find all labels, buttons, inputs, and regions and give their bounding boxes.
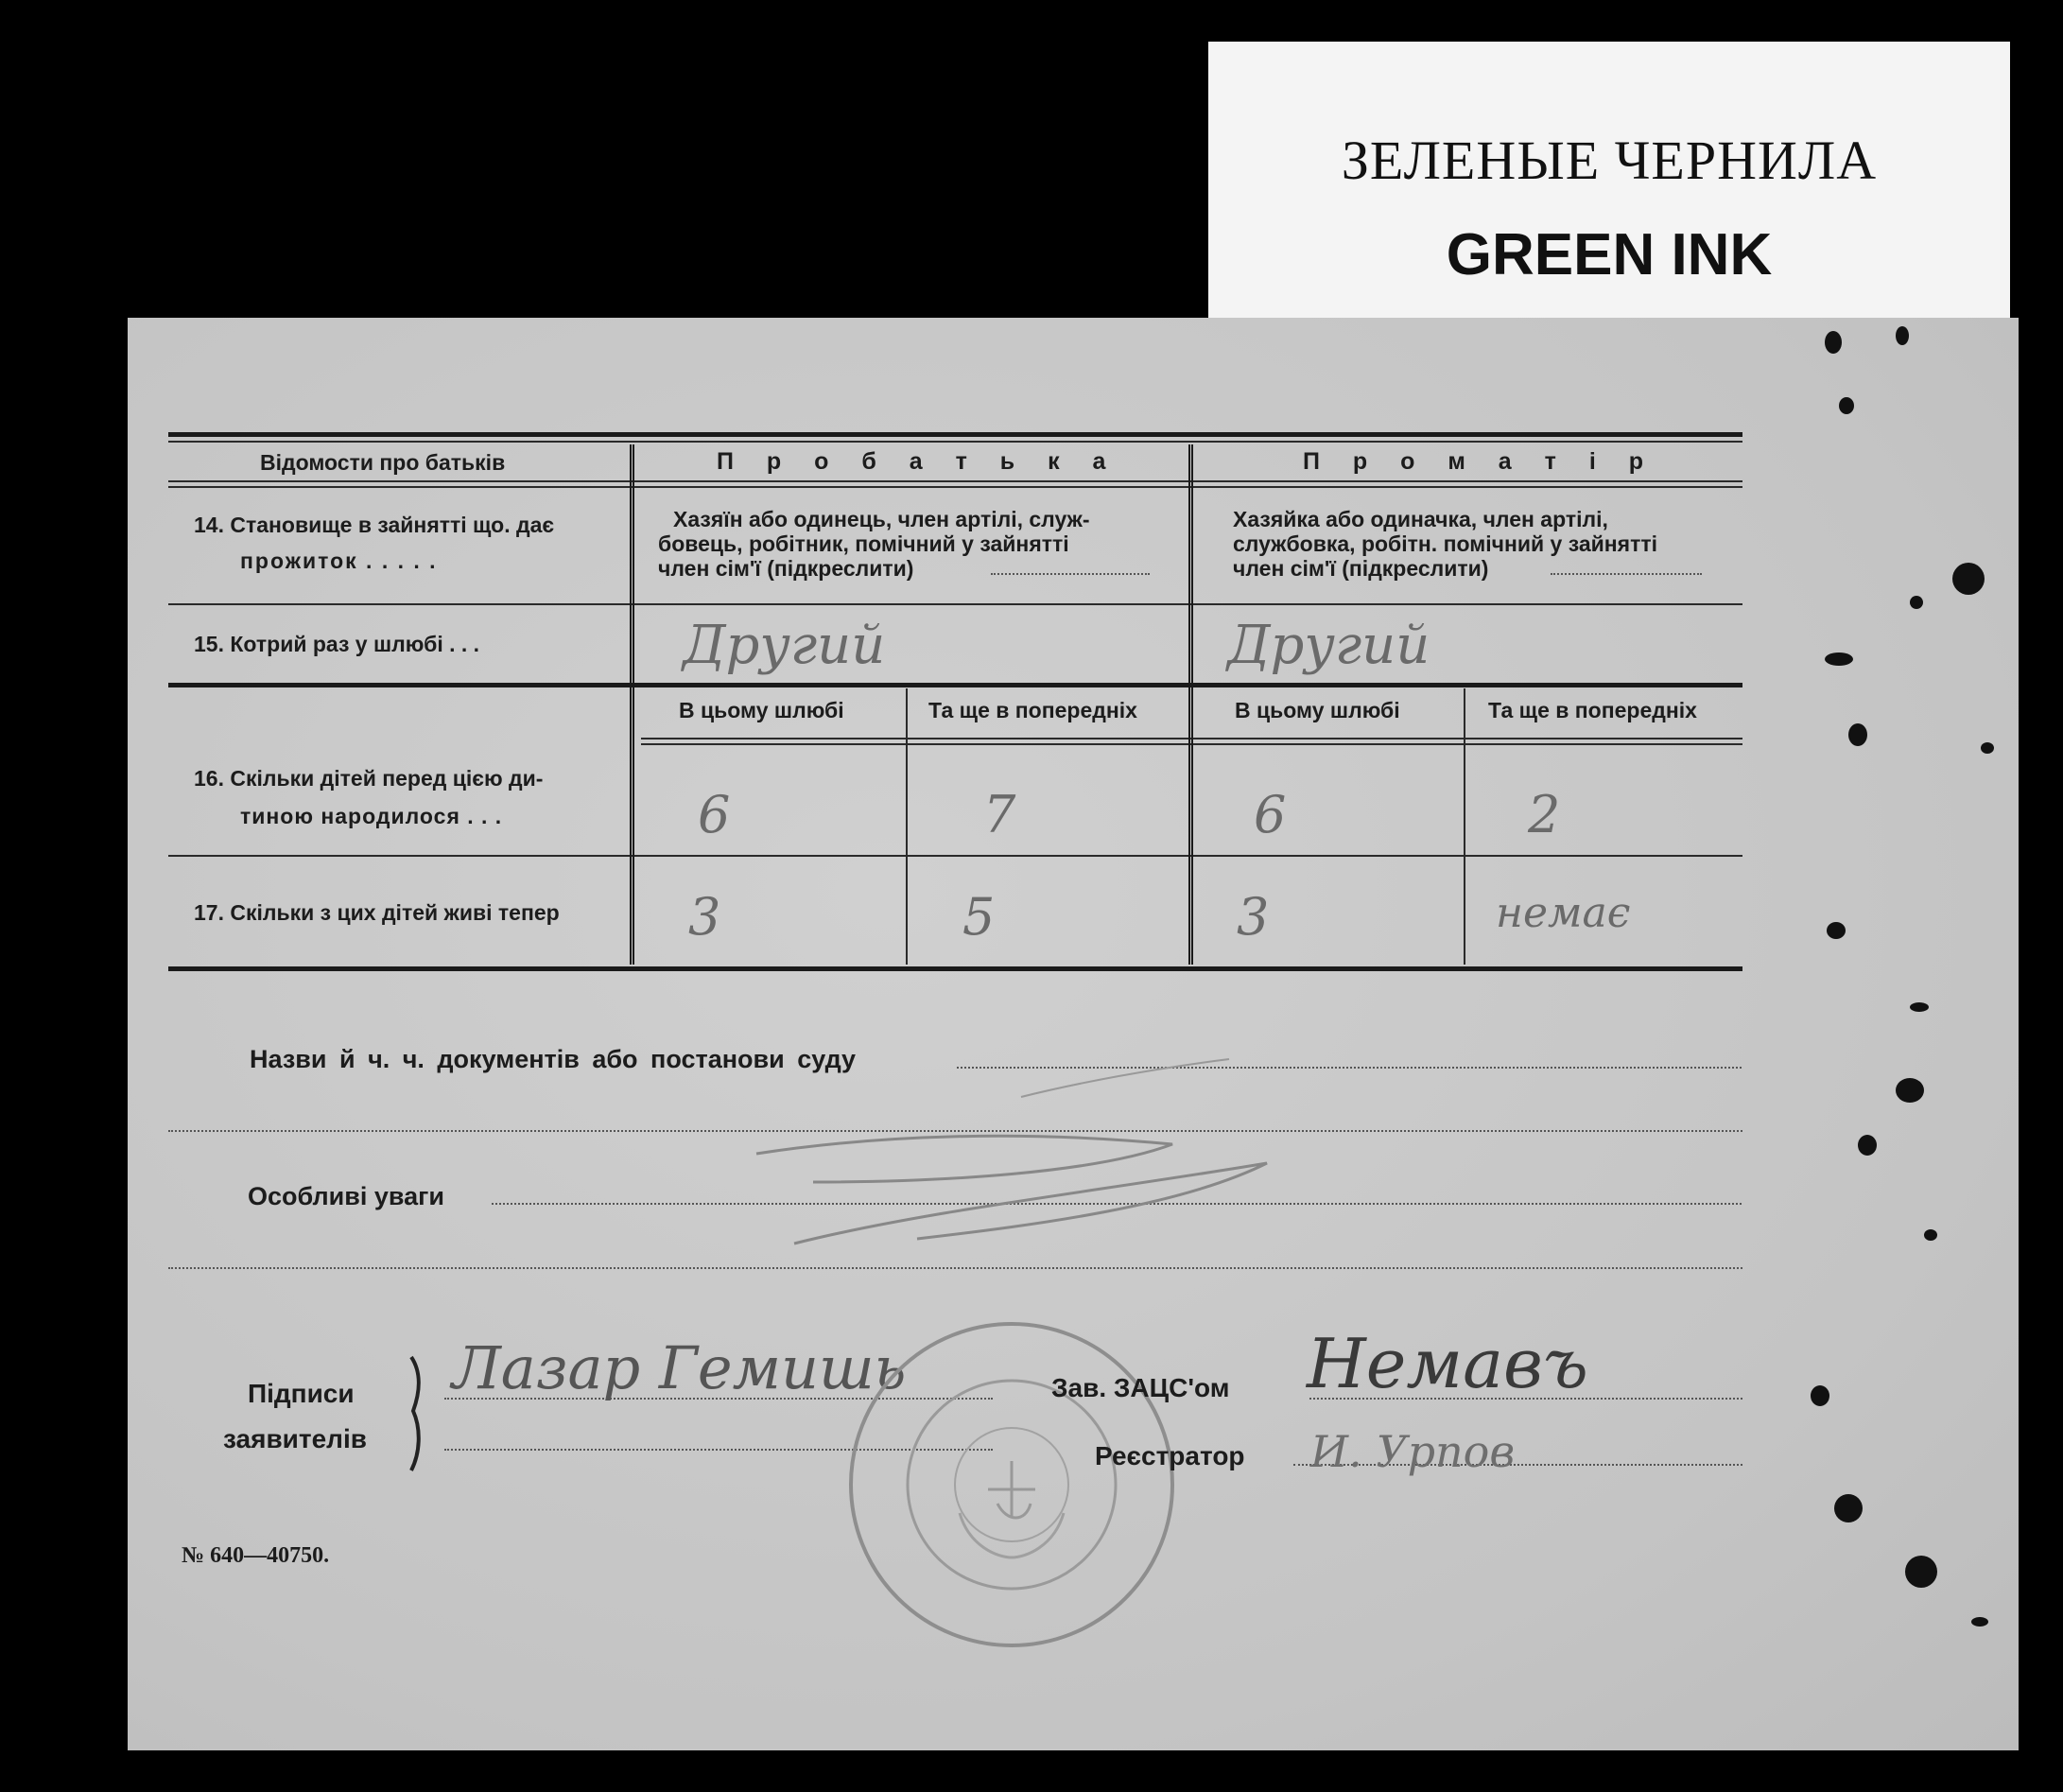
registrar-signature: И. Урпов [1310,1426,1516,1477]
head-signature: Немавъ [1307,1324,1588,1403]
row14-mother-line3: член сім'ї (підкреслити) [1233,556,1489,581]
row17-mother-current: 3 [1237,887,1270,947]
row16-label-line2: тиною народилося . . . [240,804,503,828]
applicants-label-line1: Підписи [248,1379,355,1408]
row17-label: 17. Скільки з цих дітей живі тепер [194,900,560,925]
subheader-mother-previous: Та ще в попередніх [1488,698,1697,722]
notes-label: Особливі уваги [248,1182,444,1210]
row17-father-current: 3 [688,887,721,947]
row14-father-line3: член сім'ї (підкреслити) [658,556,914,581]
applicant-signature: Лазар Гемишь [452,1333,907,1402]
row17-mother-previous: немає [1496,889,1631,937]
subheader-father-current: В цьому шлюбі [679,698,844,722]
cancel-strokes [737,1040,1324,1267]
row14-label-line2: прожиток . . . . . [240,548,438,573]
row16-father-current: 6 [698,785,731,844]
applicants-label-line2: заявителів [223,1424,367,1453]
form-number: № 640—40750. [182,1543,330,1568]
row15-label: 15. Котрий раз у шлюбі . . . [194,632,480,656]
row16-label-line1: 16. Скільки дітей перед цією ди- [194,766,544,791]
header-parents-info: Відомости про батьків [260,450,506,475]
ink-label-card [1208,42,2010,325]
subheader-mother-current: В цьому шлюбі [1235,698,1400,722]
head-label: Зав. ЗАЦС'ом [1051,1373,1230,1402]
row17-father-previous: 5 [962,887,996,947]
header-father: П р о б а т ь к а [717,448,1119,475]
applicants-brace [402,1352,430,1475]
row16-mother-current: 6 [1254,785,1287,844]
row14-mother-line1: Хазяйка або одиначка, член артілі, [1233,507,1608,531]
registrar-label: Реєстратор [1095,1441,1245,1470]
documents-label: Назви й ч. ч. документів або постанови суду [250,1045,857,1073]
ink-label-english: GREEN INK [1446,222,1773,287]
header-mother: П р о м а т і р [1303,448,1656,475]
row16-father-previous: 7 [983,785,1016,844]
row14-mother-line2: службовка, робітн. помічний у зайнятті [1233,531,1658,556]
row15-mother-value: Другий [1227,615,1430,676]
official-stamp [837,1310,1187,1660]
row15-father-value: Другий [683,615,886,676]
row16-mother-previous: 2 [1528,785,1561,844]
row14-father-line2: бовець, робітник, помічний у зайнятті [658,531,1069,556]
row14-label-line1: 14. Становище в зайнятті що. дає [194,513,555,537]
row14-father-line1: Хазяїн або одинець, член артілі, служ- [673,507,1090,531]
subheader-father-previous: Та ще в попередніх [928,698,1137,722]
ink-label-russian: ЗЕЛЕНЫЕ ЧЕРНИЛА [1341,130,1878,191]
